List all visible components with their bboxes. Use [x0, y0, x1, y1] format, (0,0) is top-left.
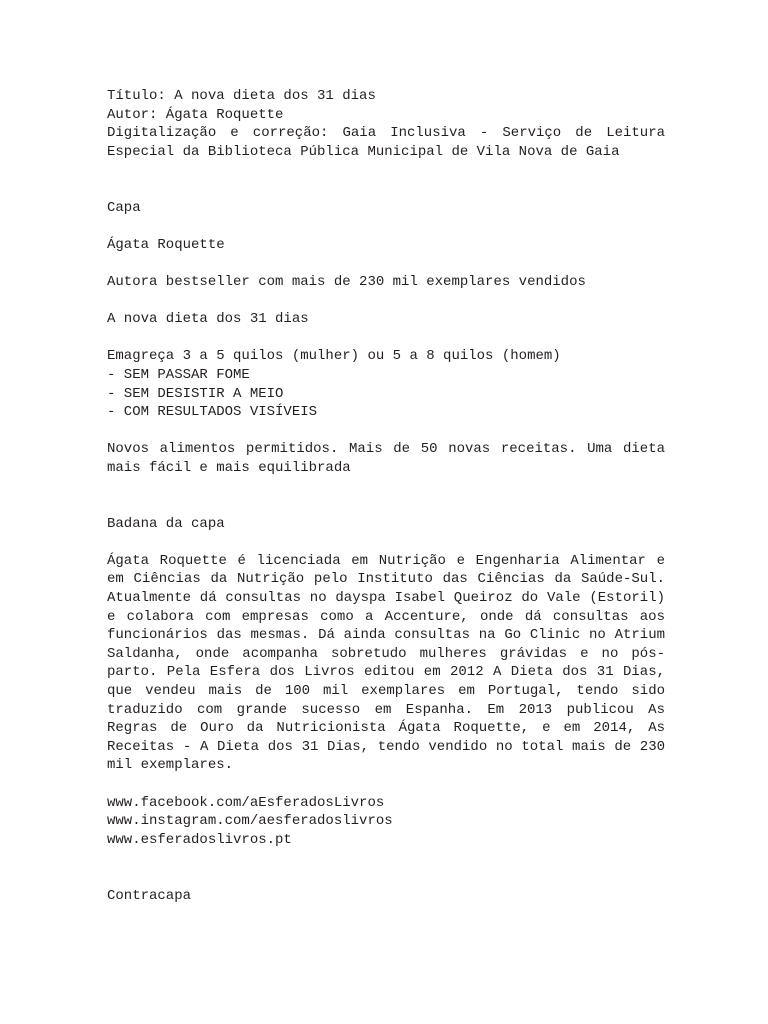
text-line: www.facebook.com/aEsferadosLivros [107, 794, 385, 811]
text-line: Badana da capa [107, 515, 225, 532]
text-line: - COM RESULTADOS VISÍVEIS [107, 404, 318, 421]
text-line: Atualmente dá consultas no dayspa Isabel Queiroz do Vale (Estoril) [107, 590, 665, 607]
text-line: Receitas - A Dieta dos 31 Dias, tendo vendido no total mais de 230 [107, 738, 665, 755]
text-line: em Ciências da Nutrição pelo Instituto das Ciências da Saúde-Sul. [107, 571, 665, 588]
text-line: Contracapa [107, 887, 192, 904]
publisher-links [107, 794, 665, 850]
text-line: mil exemplares. [107, 757, 234, 774]
text-line: Regras de Ouro da Nutricionista Ágata Roquette, e em 2014, As [107, 720, 665, 737]
text-line: mais fácil e mais equilibrada [107, 459, 351, 476]
text-line: Emagreça 3 a 5 quilos (mulher) ou 5 a 8 quilos (homem) [107, 348, 561, 365]
text-line: Capa [107, 199, 141, 216]
text-line: Novos alimentos permitidos. Mais de 50 novas receitas. Uma dieta [107, 441, 665, 458]
text-line: Saldanha, onde acompanha sobretudo mulheres grávidas e no pós- [107, 645, 665, 662]
diet-summary [107, 440, 665, 477]
text-line: Digitalização e correção: Gaia Inclusiva - Serviço de Leitura [107, 125, 665, 142]
text-line: Ágata Roquette é licenciada em Nutrição e Engenharia Alimentar e [107, 552, 665, 569]
text-line: - SEM PASSAR FOME [107, 366, 250, 383]
author-bio [107, 552, 665, 775]
text-line: funcionários das mesmas. Dá ainda consultas na Go Clinic no Atrium [107, 627, 665, 644]
text-line: parto. Pela Esfera dos Livros editou em 2012 A Dieta dos 31 Dias, [107, 664, 665, 681]
author-name [107, 236, 665, 255]
section-heading-contracapa [107, 887, 665, 906]
text-line: - SEM DESISTIR A MEIO [107, 385, 284, 402]
text-line: Título: A nova dieta dos 31 dias [107, 88, 376, 104]
text-line: www.esferadoslivros.pt [107, 831, 292, 848]
text-line: A nova dieta dos 31 dias [107, 311, 309, 328]
text-line: que vendeu mais de 100 mil exemplares em Portugal, tendo sido [107, 683, 665, 699]
metadata-header [107, 87, 665, 161]
text-line: traduzido com grande sucesso em Espanha. Em 2013 publicou As [107, 701, 665, 718]
section-heading-capa [107, 199, 665, 218]
text-line: e colabora com empresas como a Accenture, onde dá consultas aos [107, 608, 665, 625]
section-heading-badana [107, 515, 665, 534]
text-line: Ágata Roquette [107, 236, 225, 253]
text-line: Especial da Biblioteca Pública Municipal de Vila Nova de Gaia [107, 143, 620, 160]
text-line: Autora bestseller com mais de 230 mil exemplares vendidos [107, 273, 586, 290]
promises-list [107, 347, 665, 421]
text-line: Autor: Ágata Roquette [107, 106, 284, 123]
bestseller-tagline [107, 273, 665, 292]
document-text-body [107, 87, 665, 905]
text-line: www.instagram.com/aesferadoslivros [107, 813, 393, 830]
book-title [107, 310, 665, 329]
